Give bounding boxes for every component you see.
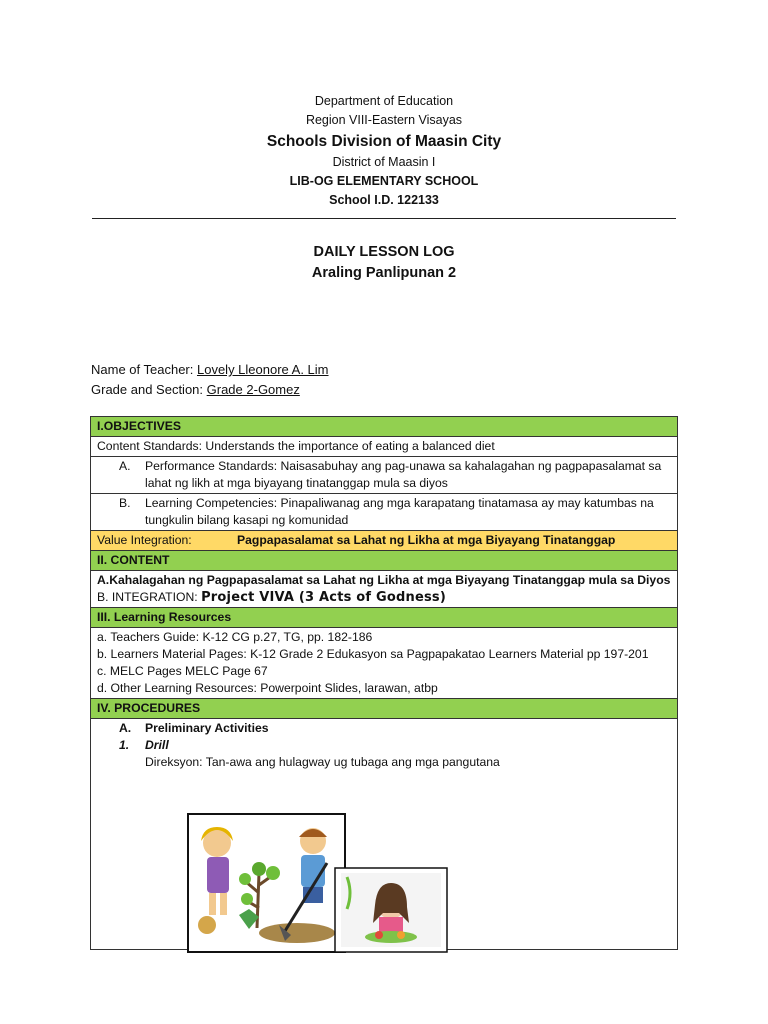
- grade-line: [91, 380, 300, 400]
- prelim-marker: A.: [119, 721, 132, 735]
- content-header: II. CONTENT: [91, 551, 678, 571]
- header-region: Region VIII-Eastern Visayas: [305, 113, 463, 127]
- header-department: Department of Education: [314, 94, 454, 108]
- drill-marker: 1.: [119, 738, 130, 752]
- teacher-line: [91, 360, 329, 380]
- integration-project: Project VIVA (3 Acts of Godness): [201, 590, 446, 605]
- learning-competencies-cell: [91, 494, 678, 531]
- value-label: Value Integration:: [97, 533, 192, 547]
- lesson-log-table: [90, 416, 678, 950]
- teacher-name: Lovely Lleonore A. Lim: [196, 362, 329, 377]
- content-cell: [91, 571, 678, 608]
- resources-header: III. Learning Resources: [91, 608, 678, 628]
- objectives-header: I.OBJECTIVES: [91, 417, 678, 437]
- drill-pictures: [187, 813, 449, 953]
- school-header: [0, 92, 768, 210]
- drill-title: Drill: [145, 738, 169, 752]
- grade-label: Grade and Section:: [91, 382, 207, 397]
- title-main: DAILY LESSON LOG: [313, 244, 455, 260]
- preliminary-activities: Preliminary Activities: [145, 721, 269, 735]
- document-title: [0, 242, 768, 284]
- header-school-name: LIB-OG ELEMENTARY SCHOOL: [289, 174, 479, 188]
- grade-section: Grade 2-Gomez: [206, 382, 300, 397]
- resource-melc: c. MELC Pages MELC Page 67: [97, 664, 268, 678]
- girl-eating-photo: [335, 868, 447, 952]
- resource-other: d. Other Learning Resources: Powerpoint Slides, larawan, atbp: [97, 681, 438, 695]
- procedures-cell: [91, 719, 678, 950]
- content-topic: A.Kahalagahan ng Pagpapasalamat sa Lahat ng Likha at mga Biyayang Tinatanggap mula sa Diyos: [97, 573, 671, 587]
- header-district: District of Maasin I: [332, 155, 436, 169]
- learning-competencies: Learning Competencies: Pinapaliwanag ang mga karapatang tinatamasa ay may katumbas na tungkulin bilang kasapi ng komunidad: [145, 496, 654, 527]
- title-subject: Araling Panlipunan 2: [311, 265, 457, 281]
- resources-cell: [91, 628, 678, 699]
- integration-label: B. INTEGRATION:: [97, 590, 202, 604]
- performance-standards-cell: [91, 457, 678, 494]
- teacher-label: Name of Teacher:: [91, 362, 197, 377]
- header-school-id: School I.D. 122133: [329, 193, 439, 207]
- value-text: Pagpapasalamat sa Lahat ng Likha at mga Biyayang Tinatanggap: [237, 533, 616, 547]
- resource-learners-material: b. Learners Material Pages: K-12 Grade 2 Edukasyon sa Pagpapakatao Learners Material pp 197-201: [97, 647, 649, 661]
- resource-teachers-guide: a. Teachers Guide: K-12 CG p.27, TG, pp. 182-186: [97, 630, 373, 644]
- value-integration-row: [91, 531, 678, 551]
- header-divider: [92, 218, 676, 219]
- procedures-header: IV. PROCEDURES: [91, 699, 678, 719]
- drill-direction: Direksyon: Tan-awa ang hulagway ug tubaga ang mga pangutana: [145, 755, 500, 769]
- children-planting-illustration: [188, 814, 345, 952]
- header-division: Schools Division of Maasin City: [266, 133, 502, 150]
- perf-marker: A.: [119, 459, 131, 473]
- content-standards: Content Standards: Understands the importance of eating a balanced diet: [91, 437, 678, 457]
- performance-standards: Performance Standards: Naisasabuhay ang pag-unawa sa kahalagahan ng pagpapasalamat sa lahat ng likh at mga biyayang tinatanggap mula sa diyos: [145, 459, 662, 490]
- comp-marker: B.: [119, 496, 131, 510]
